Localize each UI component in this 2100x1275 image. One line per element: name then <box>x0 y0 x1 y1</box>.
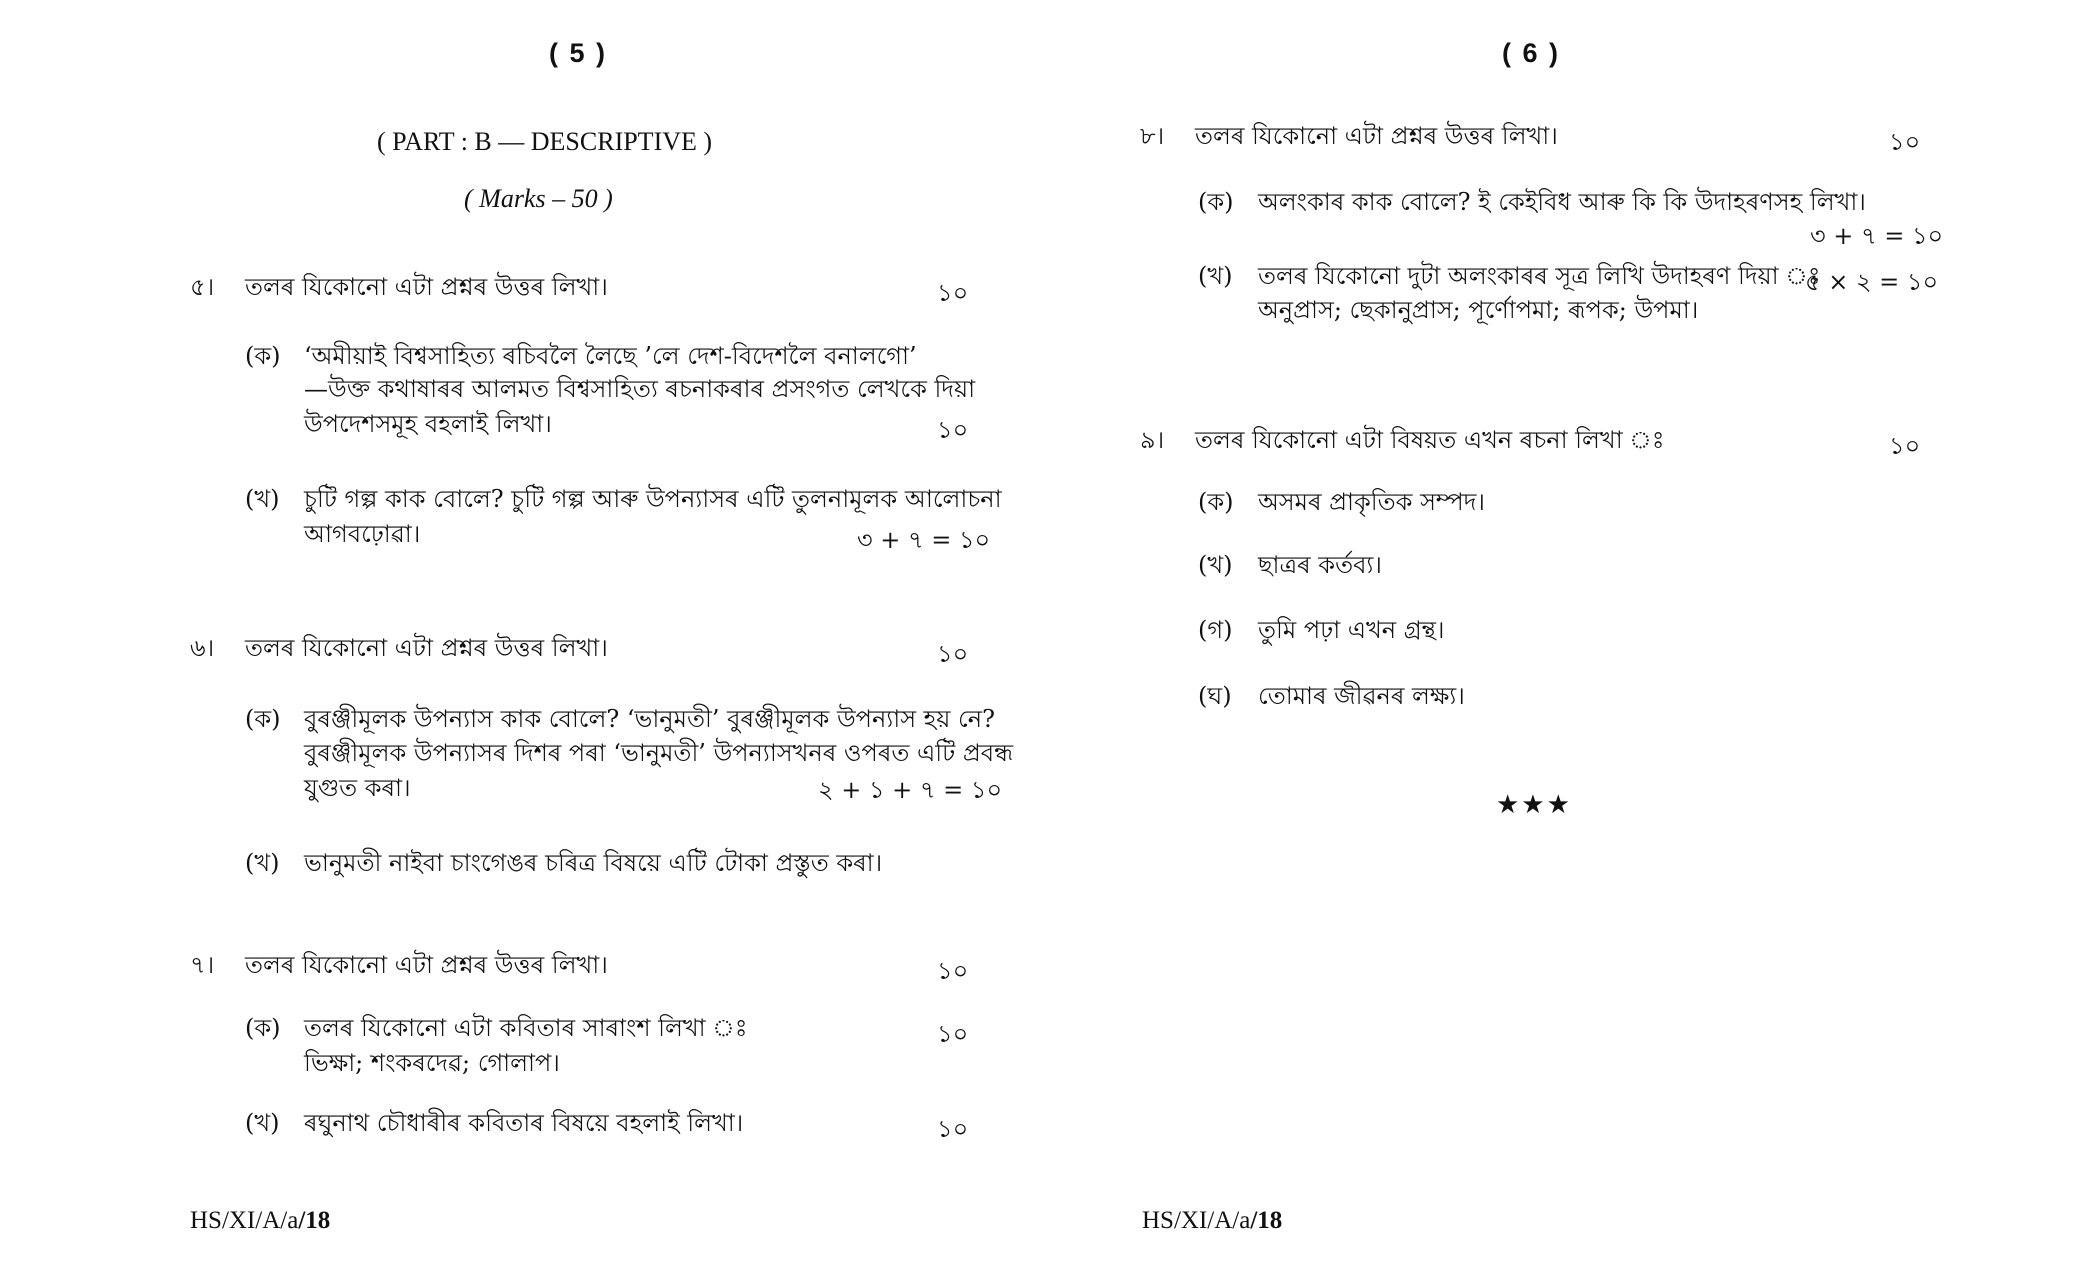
subquestion-text: অলংকাৰ কাক বোলে? ই কেইবিধ আৰু কি কি উদাহৰণসহ লিখা। <box>1258 188 1866 216</box>
essay-option-label: (খ) <box>1198 551 1233 579</box>
subquestion-text: উপদেশসমূহ বহলাই লিখা। <box>304 410 552 438</box>
essay-option-text: অসমৰ প্ৰাকৃতিক সম্পদ। <box>1258 488 1485 516</box>
essay-option-text: ছাত্ৰৰ কৰ্তব্য। <box>1258 551 1382 579</box>
question-instruction: তলৰ যিকোনো এটা প্ৰশ্নৰ উত্তৰ লিখা। <box>245 951 608 979</box>
subquestion-label: (খ) <box>245 485 280 513</box>
subquestion-text: তলৰ যিকোনো এটা কবিতাৰ সাৰাংশ লিখা ঃ <box>304 1014 748 1042</box>
question-marks: ১০ <box>937 279 969 307</box>
subquestion-text: ‘অমীয়াই বিশ্বসাহিত্য ৰচিবলৈ লৈছে ’লে দেশ-বিদেশলৈ বনালগো’ <box>304 342 917 370</box>
essay-option-label: (ঘ) <box>1198 682 1232 710</box>
subquestion-text: —উক্ত কথাষাৰৰ আলমত বিশ্বসাহিত্য ৰচনাকৰাৰ প্ৰসংগত লেখকে দিয়া <box>304 375 976 403</box>
subquestion-text: ভিক্ষা; শংকৰদেৱ; গোলাপ। <box>304 1049 560 1077</box>
subquestion-label: (ক) <box>245 342 281 370</box>
subquestion-marks: ১০ <box>937 1115 969 1143</box>
end-of-paper-stars: ★★★ <box>1496 790 1572 820</box>
subquestion-text: বুৰঞ্জীমূলক উপন্যাস কাক বোলে? ‘ভানুমতী’ বুৰঞ্জীমূলক উপন্যাস হয় নে? <box>304 705 995 733</box>
footer-page-count: /18 <box>1250 1207 1283 1234</box>
subquestion-label: (খ) <box>245 1109 280 1137</box>
question-number: ৬। <box>190 634 215 662</box>
subquestion-marks: ৫ × ২ = ১০ <box>1805 268 1939 296</box>
subquestion-text: বুৰঞ্জীমূলক উপন্যাসৰ দিশৰ পৰা ‘ভানুমতী’ উপন্যাসখনৰ ওপৰত এটি প্ৰবন্ধ <box>304 739 1014 767</box>
page-number-right: ( 6 ) <box>1502 38 1561 68</box>
question-number: ৯। <box>1140 426 1165 454</box>
subquestion-label: (ক) <box>245 705 281 733</box>
question-instruction: তলৰ যিকোনো এটা প্ৰশ্নৰ উত্তৰ লিখা। <box>245 273 608 301</box>
subquestion-marks: ৩ + ৭ = ১০ <box>1810 222 1944 250</box>
footer-page-count: /18 <box>298 1207 331 1234</box>
footer-code: HS/XI/A/a <box>190 1207 299 1234</box>
subquestion-marks: ৩ + ৭ = ১০ <box>857 526 991 554</box>
subquestion-marks: ১০ <box>937 416 969 444</box>
subquestion-text: অনুপ্ৰাস; ছেকানুপ্ৰাস; পূৰ্ণোপমা; ৰূপক; উপমা। <box>1258 296 1699 324</box>
subquestion-text: তলৰ যিকোনো দুটা অলংকাৰৰ সূত্ৰ লিখি উদাহৰণ দিয়া ঃ <box>1258 262 1821 290</box>
subquestion-label: (ক) <box>1198 188 1234 216</box>
subquestion-text: যুগুত কৰা। <box>304 774 411 802</box>
marks-label: ( Marks – 50 ) <box>464 184 613 213</box>
subquestion-label: (খ) <box>245 849 280 877</box>
footer-code-right <box>1142 1207 1282 1235</box>
essay-option-label: (ক) <box>1198 488 1234 516</box>
subquestion-marks: ১০ <box>937 1020 969 1048</box>
essay-option-text: তুমি পঢ়া এখন গ্ৰন্থ। <box>1258 616 1445 644</box>
essay-option-text: তোমাৰ জীৱনৰ লক্ষ্য। <box>1258 682 1465 710</box>
footer-code-left <box>190 1207 330 1235</box>
subquestion-text: ভানুমতী নাইবা চাংগেঙৰ চৰিত্ৰ বিষয়ে এটি টোকা প্ৰস্তুত কৰা। <box>304 849 883 877</box>
question-instruction: তলৰ যিকোনো এটা প্ৰশ্নৰ উত্তৰ লিখা। <box>1195 122 1558 150</box>
page-number-left: ( 5 ) <box>549 38 608 68</box>
question-marks: ১০ <box>1889 128 1921 156</box>
question-number: ৫। <box>190 273 215 301</box>
subquestion-marks: ২ + ১ + ৭ = ১০ <box>818 776 1003 804</box>
subquestion-label: (খ) <box>1198 262 1233 290</box>
subquestion-text: আগবঢ়োৱা। <box>304 520 421 548</box>
question-marks: ১০ <box>937 640 969 668</box>
part-heading: ( PART : B — DESCRIPTIVE ) <box>377 127 713 156</box>
subquestion-text: ৰঘুনাথ চৌধাৰীৰ কবিতাৰ বিষয়ে বহলাই লিখা। <box>304 1109 744 1137</box>
subquestion-text: চুটি গল্প কাক বোলে? চুটি গল্প আৰু উপন্যাসৰ এটি তুলনামূলক আলোচনা <box>304 485 1002 513</box>
question-number: ৭। <box>190 951 215 979</box>
question-instruction: তলৰ যিকোনো এটা বিষয়ত এখন ৰচনা লিখা ঃ <box>1195 426 1665 454</box>
question-instruction: তলৰ যিকোনো এটা প্ৰশ্নৰ উত্তৰ লিখা। <box>245 634 608 662</box>
question-marks: ১০ <box>1889 432 1921 460</box>
question-marks: ১০ <box>937 957 969 985</box>
subquestion-label: (ক) <box>245 1014 281 1042</box>
footer-code: HS/XI/A/a <box>1142 1207 1251 1234</box>
essay-option-label: (গ) <box>1198 616 1233 644</box>
question-number: ৮। <box>1140 122 1165 150</box>
